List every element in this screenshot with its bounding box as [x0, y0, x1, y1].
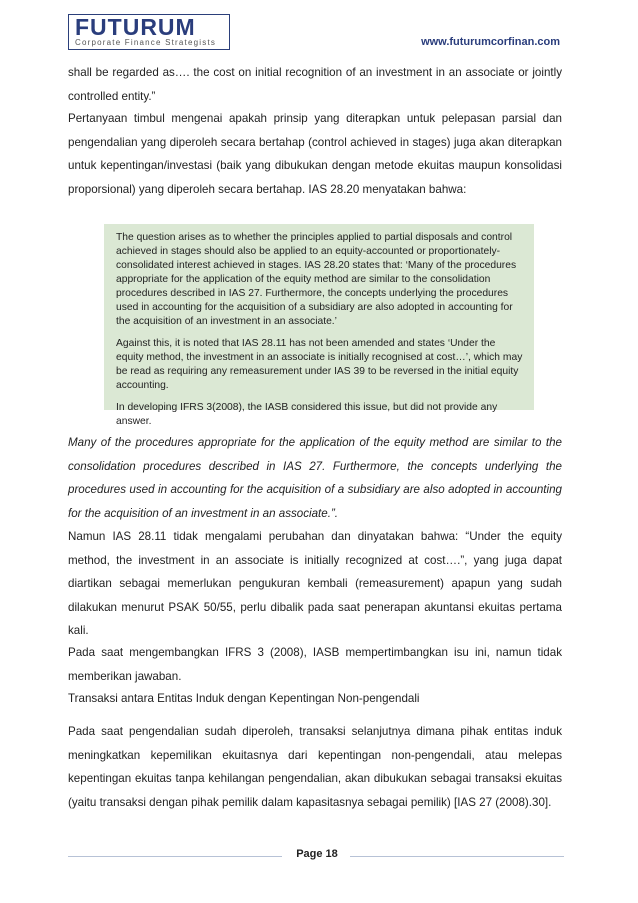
- paragraph-1: shall be regarded as…. the cost on initial recognition of an investment in an associate or jointly controlled entity.”: [68, 66, 562, 103]
- quote-paragraph-2: Against this, it is noted that IAS 28.11 has not been amended and states ‘Under the equity method, the investment in an associate is initially recognised at cost…’, which may be read as requiring any remeasurement under IAS 39 to be reversed in the initial equity accounting.: [116, 338, 523, 391]
- quote-paragraph-1: The question arises as to whether the principles applied to partial disposals and control achieved in stages should also be applied to an equity-accounted or proportionately-consolidated interest achieved in stages. IAS 28.20 states that: ‘Many of the procedures appropriate for the application of the equity method are similar to the consolidation procedures described in IAS 27. Furthermore, the concepts underlying the procedures used in accounting for the acquisition of a subsidiary are also adopted in accounting for the acquisition of an investment in an associate.’: [116, 232, 517, 327]
- paragraph-4: Namun IAS 28.11 tidak mengalami perubahan dan dinyatakan bahwa: “Under the equity method, the investment in an associate is initially recognized at cost….”, yang juga dapat diartikan sebagai memerlukan pengukuran kembali (remeasurement) apapun yang sudah dilakukan menurut PSAK 50/55, perlu dibalik pada saat penerapan akuntansi ekuitas pertama kali.: [68, 530, 562, 638]
- page-footer: [68, 848, 564, 868]
- paragraph-7: Pada saat pengendalian sudah diperoleh, transaksi selanjutnya dimana pihak entitas induk meningkatkan kepemilikan ekuitasnya dari kepentingan non-pengendali, atau melepas kepentingan ekuitas tanpa kehilangan pengendalian, akan dibukukan sebagai transaksi ekuitas (yaitu transaksi dengan pihak pemilik dalam kapasitasnya sebagai pemilik) [IAS 27 (2008).30].: [68, 725, 562, 809]
- footer-divider-right: [350, 856, 564, 857]
- header-url: www.futurumcorfinan.com: [421, 36, 560, 48]
- paragraph-3-italic-quote: Many of the procedures appropriate for the application of the equity method are similar to the consolidation procedures described in IAS 27. Furthermore, the concepts underlying the procedures used in accounting for the acquisition of a subsidiary are also adopted in accounting for the acquisition of an investment in an associate.”.: [68, 436, 562, 520]
- page-number: Page 18: [296, 848, 338, 860]
- futurum-logo: [68, 14, 230, 50]
- footer-divider-left: [68, 856, 282, 857]
- quote-paragraph-3: In developing IFRS 3(2008), the IASB considered this issue, but did not provide any answer.: [116, 402, 498, 427]
- quoted-excerpt-box: [104, 224, 534, 427]
- logo-wordmark: FUTURUM: [75, 14, 196, 40]
- section-heading: Transaksi antara Entitas Induk dengan Kepentingan Non-pengendali: [68, 692, 420, 705]
- paragraph-2: Pertanyaan timbul mengenai apakah prinsip yang diterapkan untuk pelepasan parsial dan pengendalian yang diperoleh secara bertahap (control achieved in stages) juga akan diterapkan untuk kepentingan/investasi (baik yang dibukukan dengan metode ekuitas maupun konsolidasi proporsional) yang diperoleh secara bertahap. IAS 28.20 menyatakan bahwa:: [68, 112, 562, 196]
- paragraph-5: Pada saat mengembangkan IFRS 3 (2008), IASB mempertimbangkan isu ini, namun tidak memberikan jawaban.: [68, 646, 562, 683]
- logo-tagline: Corporate Finance Strategists: [75, 38, 217, 47]
